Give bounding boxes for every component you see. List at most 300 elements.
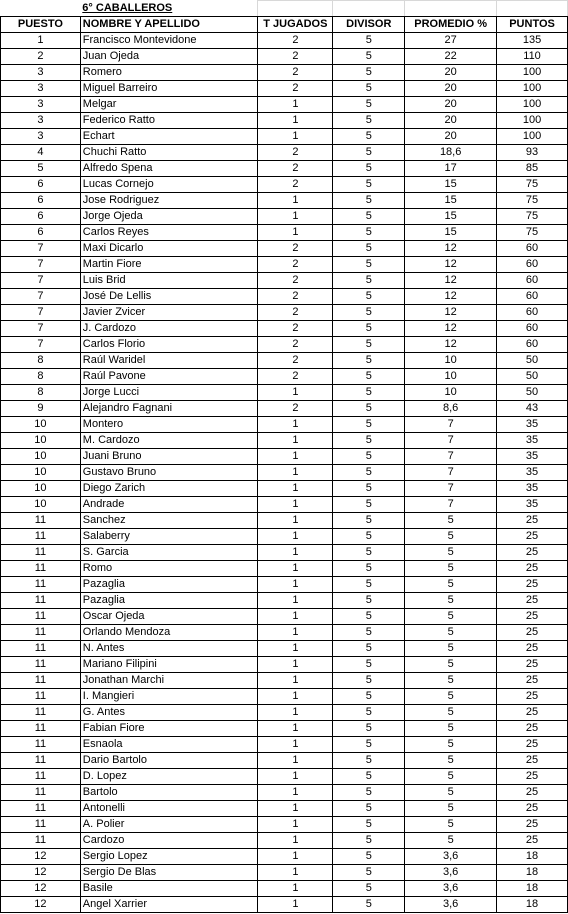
promedio-cell: 20 [405, 97, 497, 113]
nombre-cell: Andrade [80, 497, 258, 513]
table-row [1, 881, 568, 897]
puntos-cell: 25 [497, 577, 568, 593]
puntos-cell: 25 [497, 561, 568, 577]
nombre-cell: Dario Bartolo [80, 753, 258, 769]
puesto-cell: 10 [1, 433, 81, 449]
nombre-cell: J. Cardozo [80, 321, 258, 337]
table-row [1, 737, 568, 753]
puesto-cell: 11 [1, 513, 81, 529]
puesto-cell: 3 [1, 65, 81, 81]
promedio-cell: 15 [405, 193, 497, 209]
promedio-cell: 5 [405, 673, 497, 689]
divisor-cell: 5 [333, 625, 405, 641]
nombre-cell: Federico Ratto [80, 113, 258, 129]
puntos-cell: 100 [497, 97, 568, 113]
t-jugados-cell: 1 [258, 657, 333, 673]
divisor-cell: 5 [333, 257, 405, 273]
puesto-cell: 11 [1, 801, 81, 817]
puesto-cell: 7 [1, 273, 81, 289]
promedio-cell: 5 [405, 801, 497, 817]
nombre-cell: I. Mangieri [80, 689, 258, 705]
puntos-cell: 18 [497, 849, 568, 865]
table-row [1, 257, 568, 273]
t-jugados-cell: 2 [258, 305, 333, 321]
t-jugados-cell: 2 [258, 321, 333, 337]
divisor-cell: 5 [333, 689, 405, 705]
table-row [1, 689, 568, 705]
puntos-cell: 60 [497, 257, 568, 273]
promedio-cell: 5 [405, 513, 497, 529]
divisor-cell: 5 [333, 337, 405, 353]
nombre-cell: Diego Zarich [80, 481, 258, 497]
t-jugados-cell: 1 [258, 705, 333, 721]
t-jugados-cell: 1 [258, 417, 333, 433]
t-jugados-cell: 1 [258, 753, 333, 769]
table-row [1, 65, 568, 81]
nombre-cell: Montero [80, 417, 258, 433]
divisor-cell: 5 [333, 609, 405, 625]
puesto-cell: 2 [1, 49, 81, 65]
puntos-cell: 43 [497, 401, 568, 417]
promedio-cell: 7 [405, 449, 497, 465]
t-jugados-cell: 1 [258, 897, 333, 913]
puntos-cell: 35 [497, 481, 568, 497]
promedio-cell: 3,6 [405, 897, 497, 913]
divisor-cell: 5 [333, 881, 405, 897]
puntos-cell: 25 [497, 817, 568, 833]
promedio-cell: 20 [405, 81, 497, 97]
table-row [1, 177, 568, 193]
table-row [1, 417, 568, 433]
table-row [1, 561, 568, 577]
nombre-cell: Martin Fiore [80, 257, 258, 273]
puntos-cell: 60 [497, 289, 568, 305]
t-jugados-cell: 1 [258, 385, 333, 401]
puesto-cell: 11 [1, 705, 81, 721]
puesto-cell: 8 [1, 353, 81, 369]
divisor-cell: 5 [333, 273, 405, 289]
divisor-cell: 5 [333, 577, 405, 593]
table-row [1, 481, 568, 497]
promedio-cell: 5 [405, 785, 497, 801]
puntos-cell: 85 [497, 161, 568, 177]
divisor-cell: 5 [333, 385, 405, 401]
divisor-cell: 5 [333, 209, 405, 225]
promedio-cell: 5 [405, 721, 497, 737]
promedio-cell: 5 [405, 817, 497, 833]
t-jugados-cell: 1 [258, 481, 333, 497]
puesto-cell: 7 [1, 257, 81, 273]
puntos-cell: 25 [497, 513, 568, 529]
t-jugados-cell: 1 [258, 545, 333, 561]
table-row [1, 81, 568, 97]
puesto-cell: 11 [1, 641, 81, 657]
table-row [1, 817, 568, 833]
promedio-cell: 15 [405, 209, 497, 225]
table-row [1, 673, 568, 689]
divisor-cell: 5 [333, 865, 405, 881]
nombre-cell: Echart [80, 129, 258, 145]
t-jugados-cell: 1 [258, 769, 333, 785]
promedio-cell: 5 [405, 705, 497, 721]
puntos-cell: 50 [497, 353, 568, 369]
nombre-cell: Jorge Ojeda [80, 209, 258, 225]
puntos-cell: 25 [497, 641, 568, 657]
promedio-cell: 20 [405, 65, 497, 81]
promedio-cell: 27 [405, 33, 497, 49]
t-jugados-cell: 1 [258, 225, 333, 241]
puesto-cell: 9 [1, 401, 81, 417]
puntos-cell: 25 [497, 673, 568, 689]
nombre-cell: José De Lellis [80, 289, 258, 305]
t-jugados-cell: 2 [258, 145, 333, 161]
divisor-cell: 5 [333, 593, 405, 609]
nombre-cell: Gustavo Bruno [80, 465, 258, 481]
t-jugados-cell: 1 [258, 449, 333, 465]
t-jugados-cell: 2 [258, 401, 333, 417]
table-row [1, 753, 568, 769]
promedio-cell: 20 [405, 113, 497, 129]
header-puesto: PUESTO [1, 17, 81, 33]
puesto-cell: 11 [1, 817, 81, 833]
puesto-cell: 7 [1, 241, 81, 257]
t-jugados-cell: 2 [258, 177, 333, 193]
nombre-cell: Bartolo [80, 785, 258, 801]
nombre-cell: Esnaola [80, 737, 258, 753]
t-jugados-cell: 1 [258, 673, 333, 689]
nombre-cell: Mariano Filipini [80, 657, 258, 673]
t-jugados-cell: 2 [258, 257, 333, 273]
puntos-cell: 75 [497, 193, 568, 209]
t-jugados-cell: 1 [258, 817, 333, 833]
nombre-cell: Salaberry [80, 529, 258, 545]
promedio-cell: 5 [405, 657, 497, 673]
nombre-cell: Fabian Fiore [80, 721, 258, 737]
header-row [1, 17, 568, 33]
table-row [1, 129, 568, 145]
puesto-cell: 11 [1, 561, 81, 577]
table-title: 6° CABALLEROS [80, 1, 258, 17]
table-row [1, 161, 568, 177]
promedio-cell: 7 [405, 481, 497, 497]
t-jugados-cell: 1 [258, 193, 333, 209]
puesto-cell: 11 [1, 769, 81, 785]
divisor-cell: 5 [333, 561, 405, 577]
nombre-cell: Jonathan Marchi [80, 673, 258, 689]
promedio-cell: 5 [405, 577, 497, 593]
nombre-cell: Oscar Ojeda [80, 609, 258, 625]
table-row [1, 833, 568, 849]
puesto-cell: 5 [1, 161, 81, 177]
puntos-cell: 18 [497, 897, 568, 913]
puesto-cell: 7 [1, 321, 81, 337]
puesto-cell: 11 [1, 625, 81, 641]
puesto-cell: 10 [1, 465, 81, 481]
promedio-cell: 5 [405, 593, 497, 609]
table-row [1, 801, 568, 817]
puntos-cell: 25 [497, 705, 568, 721]
promedio-cell: 7 [405, 465, 497, 481]
puntos-cell: 25 [497, 721, 568, 737]
divisor-cell: 5 [333, 353, 405, 369]
promedio-cell: 5 [405, 609, 497, 625]
divisor-cell: 5 [333, 657, 405, 673]
table-row [1, 369, 568, 385]
nombre-cell: Orlando Mendoza [80, 625, 258, 641]
table-row [1, 625, 568, 641]
t-jugados-cell: 2 [258, 273, 333, 289]
divisor-cell: 5 [333, 673, 405, 689]
table-row [1, 385, 568, 401]
title-row [1, 1, 568, 17]
puntos-cell: 25 [497, 833, 568, 849]
table-row [1, 721, 568, 737]
table-row [1, 577, 568, 593]
t-jugados-cell: 1 [258, 593, 333, 609]
divisor-cell: 5 [333, 97, 405, 113]
puesto-cell: 12 [1, 849, 81, 865]
puesto-cell: 11 [1, 833, 81, 849]
table-row [1, 609, 568, 625]
puntos-cell: 75 [497, 209, 568, 225]
nombre-cell: Luis Brid [80, 273, 258, 289]
puesto-cell: 11 [1, 529, 81, 545]
divisor-cell: 5 [333, 801, 405, 817]
puesto-cell: 6 [1, 177, 81, 193]
promedio-cell: 12 [405, 257, 497, 273]
nombre-cell: Carlos Reyes [80, 225, 258, 241]
puntos-cell: 35 [497, 465, 568, 481]
t-jugados-cell: 2 [258, 65, 333, 81]
table-row [1, 209, 568, 225]
puntos-cell: 60 [497, 337, 568, 353]
nombre-cell: Melgar [80, 97, 258, 113]
puesto-cell: 10 [1, 417, 81, 433]
promedio-cell: 3,6 [405, 881, 497, 897]
puntos-cell: 25 [497, 545, 568, 561]
promedio-cell: 5 [405, 769, 497, 785]
puntos-cell: 100 [497, 65, 568, 81]
promedio-cell: 20 [405, 129, 497, 145]
divisor-cell: 5 [333, 721, 405, 737]
divisor-cell: 5 [333, 81, 405, 97]
divisor-cell: 5 [333, 225, 405, 241]
divisor-cell: 5 [333, 897, 405, 913]
puesto-cell: 3 [1, 81, 81, 97]
table-row [1, 273, 568, 289]
table-row [1, 193, 568, 209]
divisor-cell: 5 [333, 641, 405, 657]
puesto-cell: 6 [1, 209, 81, 225]
table-row [1, 529, 568, 545]
promedio-cell: 12 [405, 289, 497, 305]
puntos-cell: 60 [497, 305, 568, 321]
divisor-cell: 5 [333, 497, 405, 513]
promedio-cell: 15 [405, 177, 497, 193]
table-row [1, 321, 568, 337]
promedio-cell: 12 [405, 337, 497, 353]
divisor-cell: 5 [333, 129, 405, 145]
divisor-cell: 5 [333, 369, 405, 385]
promedio-cell: 10 [405, 353, 497, 369]
promedio-cell: 3,6 [405, 865, 497, 881]
promedio-cell: 8,6 [405, 401, 497, 417]
table-row [1, 97, 568, 113]
divisor-cell: 5 [333, 449, 405, 465]
t-jugados-cell: 1 [258, 801, 333, 817]
puesto-cell: 11 [1, 609, 81, 625]
t-jugados-cell: 1 [258, 625, 333, 641]
nombre-cell: Sergio De Blas [80, 865, 258, 881]
table-row [1, 769, 568, 785]
table-row [1, 513, 568, 529]
t-jugados-cell: 1 [258, 497, 333, 513]
promedio-cell: 5 [405, 625, 497, 641]
puntos-cell: 25 [497, 737, 568, 753]
puntos-cell: 100 [497, 129, 568, 145]
table-row [1, 705, 568, 721]
table-row [1, 353, 568, 369]
nombre-cell: Antonelli [80, 801, 258, 817]
promedio-cell: 7 [405, 497, 497, 513]
table-row [1, 33, 568, 49]
divisor-cell: 5 [333, 401, 405, 417]
divisor-cell: 5 [333, 849, 405, 865]
t-jugados-cell: 1 [258, 689, 333, 705]
divisor-cell: 5 [333, 465, 405, 481]
t-jugados-cell: 2 [258, 241, 333, 257]
nombre-cell: Javier Zvicer [80, 305, 258, 321]
t-jugados-cell: 1 [258, 513, 333, 529]
t-jugados-cell: 2 [258, 33, 333, 49]
header-t-jugados: T JUGADOS [258, 17, 333, 33]
table-row [1, 225, 568, 241]
puntos-cell: 25 [497, 801, 568, 817]
puntos-cell: 35 [497, 497, 568, 513]
t-jugados-cell: 1 [258, 737, 333, 753]
promedio-cell: 10 [405, 369, 497, 385]
promedio-cell: 12 [405, 273, 497, 289]
divisor-cell: 5 [333, 753, 405, 769]
promedio-cell: 12 [405, 321, 497, 337]
nombre-cell: Pazaglia [80, 593, 258, 609]
puntos-cell: 35 [497, 417, 568, 433]
nombre-cell: Chuchi Ratto [80, 145, 258, 161]
puntos-cell: 25 [497, 625, 568, 641]
puntos-cell: 60 [497, 273, 568, 289]
puntos-cell: 135 [497, 33, 568, 49]
t-jugados-cell: 2 [258, 337, 333, 353]
table-row [1, 49, 568, 65]
promedio-cell: 5 [405, 753, 497, 769]
t-jugados-cell: 1 [258, 97, 333, 113]
promedio-cell: 3,6 [405, 849, 497, 865]
puesto-cell: 10 [1, 449, 81, 465]
table-row [1, 497, 568, 513]
table-row [1, 785, 568, 801]
nombre-cell: Jorge Lucci [80, 385, 258, 401]
divisor-cell: 5 [333, 705, 405, 721]
divisor-cell: 5 [333, 529, 405, 545]
puntos-cell: 100 [497, 113, 568, 129]
table-row [1, 337, 568, 353]
nombre-cell: Angel Xarrier [80, 897, 258, 913]
nombre-cell: Raúl Pavone [80, 369, 258, 385]
t-jugados-cell: 1 [258, 465, 333, 481]
divisor-cell: 5 [333, 113, 405, 129]
header-nombre: NOMBRE Y APELLIDO [80, 17, 258, 33]
t-jugados-cell: 1 [258, 529, 333, 545]
divisor-cell: 5 [333, 817, 405, 833]
promedio-cell: 17 [405, 161, 497, 177]
promedio-cell: 5 [405, 529, 497, 545]
promedio-cell: 5 [405, 641, 497, 657]
puntos-cell: 35 [497, 433, 568, 449]
divisor-cell: 5 [333, 241, 405, 257]
puesto-cell: 11 [1, 545, 81, 561]
t-jugados-cell: 1 [258, 721, 333, 737]
nombre-cell: G. Antes [80, 705, 258, 721]
puesto-cell: 11 [1, 657, 81, 673]
t-jugados-cell: 1 [258, 609, 333, 625]
puesto-cell: 10 [1, 497, 81, 513]
t-jugados-cell: 1 [258, 785, 333, 801]
t-jugados-cell: 2 [258, 161, 333, 177]
promedio-cell: 5 [405, 833, 497, 849]
promedio-cell: 12 [405, 241, 497, 257]
t-jugados-cell: 1 [258, 865, 333, 881]
promedio-cell: 22 [405, 49, 497, 65]
nombre-cell: Carlos Florio [80, 337, 258, 353]
nombre-cell: Juani Bruno [80, 449, 258, 465]
puesto-cell: 11 [1, 593, 81, 609]
divisor-cell: 5 [333, 481, 405, 497]
puntos-cell: 35 [497, 449, 568, 465]
nombre-cell: M. Cardozo [80, 433, 258, 449]
table-row [1, 449, 568, 465]
table-row [1, 145, 568, 161]
divisor-cell: 5 [333, 785, 405, 801]
puntos-cell: 75 [497, 177, 568, 193]
puesto-cell: 11 [1, 577, 81, 593]
promedio-cell: 7 [405, 433, 497, 449]
table-row [1, 545, 568, 561]
table-row [1, 849, 568, 865]
nombre-cell: Sergio Lopez [80, 849, 258, 865]
t-jugados-cell: 1 [258, 833, 333, 849]
puntos-cell: 25 [497, 593, 568, 609]
puntos-cell: 25 [497, 769, 568, 785]
table-row [1, 865, 568, 881]
puesto-cell: 7 [1, 289, 81, 305]
promedio-cell: 15 [405, 225, 497, 241]
divisor-cell: 5 [333, 305, 405, 321]
t-jugados-cell: 1 [258, 881, 333, 897]
nombre-cell: Francisco Montevidone [80, 33, 258, 49]
puntos-cell: 25 [497, 753, 568, 769]
table-body [1, 33, 568, 913]
nombre-cell: Pazaglia [80, 577, 258, 593]
puesto-cell: 11 [1, 785, 81, 801]
table-row [1, 289, 568, 305]
divisor-cell: 5 [333, 833, 405, 849]
table-row [1, 897, 568, 913]
t-jugados-cell: 2 [258, 369, 333, 385]
divisor-cell: 5 [333, 65, 405, 81]
puesto-cell: 6 [1, 193, 81, 209]
table-row [1, 641, 568, 657]
nombre-cell: Romero [80, 65, 258, 81]
